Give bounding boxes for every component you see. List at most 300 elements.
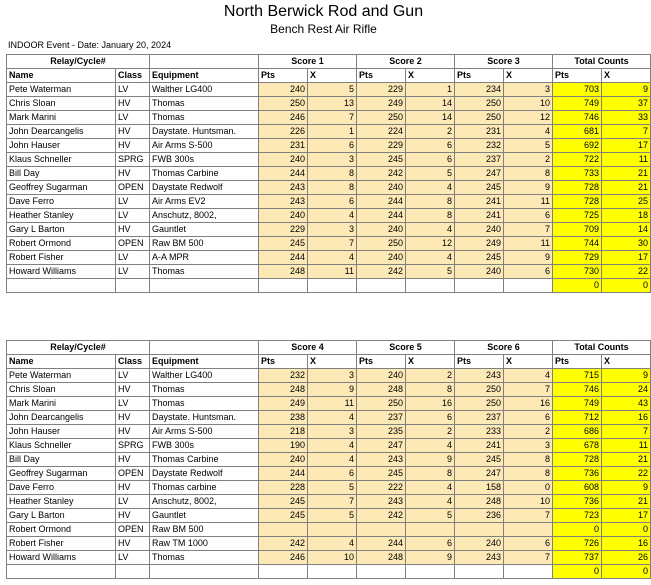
score-pts: 238 xyxy=(259,411,308,425)
total-pts: 737 xyxy=(553,551,602,565)
score-pts: 240 xyxy=(259,209,308,223)
total-x: 21 xyxy=(602,181,651,195)
score-x: 4 xyxy=(504,125,553,139)
score-x: 5 xyxy=(406,265,455,279)
score-x: 5 xyxy=(406,509,455,523)
score-x: 5 xyxy=(308,509,357,523)
table-row xyxy=(7,509,651,523)
shooter-class: HV xyxy=(116,125,150,139)
score-pts: 244 xyxy=(259,167,308,181)
table-row xyxy=(7,153,651,167)
total-x: 22 xyxy=(602,265,651,279)
shooter-equipment: Raw BM 500 xyxy=(150,237,259,251)
score-pts xyxy=(259,523,308,537)
total-pts: 746 xyxy=(553,383,602,397)
shooter-equipment: FWB 300s xyxy=(150,153,259,167)
total-pts: 749 xyxy=(553,97,602,111)
score-x: 7 xyxy=(308,495,357,509)
score-pts: 250 xyxy=(357,237,406,251)
score-x: 14 xyxy=(406,97,455,111)
shooter-equipment: Anschutz, 8002, xyxy=(150,495,259,509)
score-pts: 240 xyxy=(455,223,504,237)
score-x: 10 xyxy=(504,495,553,509)
table-row xyxy=(7,181,651,195)
pts-column-header: Pts xyxy=(357,69,406,83)
table-row xyxy=(7,565,651,579)
shooter-equipment: Air Arms EV2 xyxy=(150,195,259,209)
score-pts: 232 xyxy=(259,369,308,383)
shooter-name: Chris Sloan xyxy=(7,97,116,111)
score-x: 11 xyxy=(504,237,553,251)
shooter-equipment: Air Arms S-500 xyxy=(150,425,259,439)
total-x: 0 xyxy=(602,279,651,293)
score-x: 9 xyxy=(406,453,455,467)
score-x: 8 xyxy=(406,383,455,397)
shooter-name: Howard Williams xyxy=(7,265,116,279)
shooter-equipment: A-A MPR xyxy=(150,251,259,265)
shooter-name xyxy=(7,279,116,293)
total-pts: 0 xyxy=(553,565,602,579)
score-x: 11 xyxy=(308,265,357,279)
shooter-class: HV xyxy=(116,167,150,181)
score-x: 7 xyxy=(504,509,553,523)
total-counts-header: Total Counts xyxy=(553,55,651,69)
score-x: 12 xyxy=(504,111,553,125)
score-pts: 249 xyxy=(455,237,504,251)
equipment-column-header: Equipment xyxy=(150,69,259,83)
score-pts: 245 xyxy=(357,467,406,481)
score-x: 7 xyxy=(504,551,553,565)
total-x: 18 xyxy=(602,209,651,223)
score-pts: 243 xyxy=(357,453,406,467)
score-x: 2 xyxy=(406,125,455,139)
shooter-name: Gary L Barton xyxy=(7,223,116,237)
table-row xyxy=(7,195,651,209)
score-table-1 xyxy=(6,54,651,293)
score-pts: 231 xyxy=(259,139,308,153)
shooter-class: SPRG xyxy=(116,153,150,167)
total-x: 25 xyxy=(602,195,651,209)
score-x: 5 xyxy=(406,167,455,181)
shooter-name: John Dearcangelis xyxy=(7,411,116,425)
score-pts: 249 xyxy=(357,97,406,111)
score-pts: 231 xyxy=(455,125,504,139)
score-x: 11 xyxy=(504,195,553,209)
score-x: 6 xyxy=(406,411,455,425)
score-x: 16 xyxy=(406,397,455,411)
shooter-class xyxy=(116,565,150,579)
shooter-equipment: FWB 300s xyxy=(150,439,259,453)
shooter-equipment: Thomas xyxy=(150,97,259,111)
score-pts: 240 xyxy=(357,181,406,195)
score-x: 3 xyxy=(504,83,553,97)
table-row xyxy=(7,551,651,565)
table-row xyxy=(7,111,651,125)
score-x: 12 xyxy=(406,237,455,251)
shooter-equipment: Anschutz, 8002, xyxy=(150,209,259,223)
total-x: 43 xyxy=(602,397,651,411)
pts-column-header: Pts xyxy=(553,355,602,369)
total-x: 14 xyxy=(602,223,651,237)
score-pts xyxy=(357,523,406,537)
score-x: 8 xyxy=(504,453,553,467)
score-pts: 243 xyxy=(455,369,504,383)
score-header: Score 4 xyxy=(259,341,357,355)
score-pts: 240 xyxy=(259,453,308,467)
score-pts: 240 xyxy=(357,223,406,237)
score-x: 9 xyxy=(406,551,455,565)
score-x: 1 xyxy=(406,83,455,97)
score-x: 3 xyxy=(308,425,357,439)
table-row xyxy=(7,397,651,411)
blank-header-cell xyxy=(150,55,259,69)
relay-cycle-header: Relay/Cycle# xyxy=(7,341,150,355)
shooter-name: John Dearcangelis xyxy=(7,125,116,139)
score-x: 2 xyxy=(504,425,553,439)
shooter-equipment: Thomas xyxy=(150,265,259,279)
table-row xyxy=(7,279,651,293)
shooter-equipment: Gauntlet xyxy=(150,223,259,237)
score-x: 7 xyxy=(308,237,357,251)
shooter-equipment: Thomas xyxy=(150,397,259,411)
score-pts: 250 xyxy=(455,97,504,111)
score-pts: 245 xyxy=(259,237,308,251)
score-pts: 228 xyxy=(259,481,308,495)
shooter-name: Klaus Schneller xyxy=(7,153,116,167)
table-row xyxy=(7,167,651,181)
table-row xyxy=(7,383,651,397)
score-x: 6 xyxy=(504,209,553,223)
pts-column-header: Pts xyxy=(259,355,308,369)
score-pts: 243 xyxy=(259,195,308,209)
score-x: 3 xyxy=(308,153,357,167)
score-pts: 248 xyxy=(455,495,504,509)
x-column-header: X xyxy=(602,69,651,83)
score-pts: 240 xyxy=(357,251,406,265)
score-table-2 xyxy=(6,340,651,579)
score-pts: 241 xyxy=(455,195,504,209)
total-x: 9 xyxy=(602,83,651,97)
shooter-name: Howard Williams xyxy=(7,551,116,565)
score-x: 8 xyxy=(406,209,455,223)
page-subtitle: Bench Rest Air Rifle xyxy=(270,22,377,36)
x-column-header: X xyxy=(308,69,357,83)
score-x: 1 xyxy=(308,125,357,139)
score-x: 6 xyxy=(504,537,553,551)
shooter-equipment: Thomas xyxy=(150,111,259,125)
x-column-header: X xyxy=(504,69,553,83)
total-counts-header: Total Counts xyxy=(553,341,651,355)
score-x: 6 xyxy=(406,537,455,551)
total-pts: 723 xyxy=(553,509,602,523)
shooter-class: LV xyxy=(116,397,150,411)
score-pts: 235 xyxy=(357,425,406,439)
score-pts: 237 xyxy=(455,411,504,425)
score-pts: 240 xyxy=(455,537,504,551)
score-x: 6 xyxy=(308,139,357,153)
score-x: 9 xyxy=(308,383,357,397)
total-x: 17 xyxy=(602,509,651,523)
score-pts: 243 xyxy=(455,551,504,565)
total-pts: 678 xyxy=(553,439,602,453)
table-row xyxy=(7,369,651,383)
shooter-class: HV xyxy=(116,411,150,425)
score-pts xyxy=(357,279,406,293)
shooter-name: Heather Stanley xyxy=(7,209,116,223)
table-row xyxy=(7,425,651,439)
total-x: 16 xyxy=(602,411,651,425)
shooter-class: LV xyxy=(116,83,150,97)
score-x xyxy=(504,279,553,293)
score-pts: 244 xyxy=(357,209,406,223)
score-x: 13 xyxy=(308,97,357,111)
score-x: 4 xyxy=(308,537,357,551)
score-pts: 226 xyxy=(259,125,308,139)
score-header: Score 1 xyxy=(259,55,357,69)
score-x: 9 xyxy=(504,251,553,265)
shooter-class: HV xyxy=(116,509,150,523)
pts-column-header: Pts xyxy=(455,69,504,83)
score-pts: 249 xyxy=(259,397,308,411)
score-x: 7 xyxy=(504,383,553,397)
page-title: North Berwick Rod and Gun xyxy=(223,3,424,20)
score-pts: 218 xyxy=(259,425,308,439)
score-pts: 245 xyxy=(259,509,308,523)
score-x: 6 xyxy=(406,153,455,167)
score-x: 4 xyxy=(406,439,455,453)
score-pts: 190 xyxy=(259,439,308,453)
total-pts: 728 xyxy=(553,195,602,209)
table-row xyxy=(7,237,651,251)
total-pts: 729 xyxy=(553,251,602,265)
score-pts: 245 xyxy=(357,153,406,167)
shooter-equipment: Thomas carbine xyxy=(150,481,259,495)
score-pts: 250 xyxy=(357,397,406,411)
total-x: 16 xyxy=(602,537,651,551)
score-x xyxy=(406,523,455,537)
score-pts xyxy=(455,565,504,579)
total-pts: 712 xyxy=(553,411,602,425)
table-row xyxy=(7,439,651,453)
score-pts: 248 xyxy=(259,265,308,279)
total-pts: 730 xyxy=(553,265,602,279)
score-pts: 250 xyxy=(357,111,406,125)
score-x xyxy=(406,565,455,579)
score-x: 7 xyxy=(504,223,553,237)
score-x: 6 xyxy=(308,467,357,481)
shooter-equipment xyxy=(150,565,259,579)
score-pts: 250 xyxy=(455,383,504,397)
score-pts: 248 xyxy=(259,383,308,397)
score-x: 4 xyxy=(406,181,455,195)
score-pts: 229 xyxy=(259,223,308,237)
score-pts: 243 xyxy=(259,181,308,195)
shooter-equipment: Raw TM 1000 xyxy=(150,537,259,551)
score-pts: 245 xyxy=(455,453,504,467)
total-x: 22 xyxy=(602,467,651,481)
score-pts: 242 xyxy=(357,265,406,279)
total-x: 37 xyxy=(602,97,651,111)
score-x: 0 xyxy=(504,481,553,495)
score-pts: 240 xyxy=(259,153,308,167)
score-pts: 240 xyxy=(455,265,504,279)
table-row xyxy=(7,209,651,223)
table-row xyxy=(7,223,651,237)
table-row xyxy=(7,411,651,425)
score-x: 14 xyxy=(406,111,455,125)
score-x: 6 xyxy=(504,411,553,425)
shooter-name: Klaus Schneller xyxy=(7,439,116,453)
shooter-name: Dave Ferro xyxy=(7,481,116,495)
table-row xyxy=(7,125,651,139)
total-x: 0 xyxy=(602,565,651,579)
score-header: Score 5 xyxy=(357,341,455,355)
class-column-header: Class xyxy=(116,69,150,83)
table-row xyxy=(7,251,651,265)
total-pts: 681 xyxy=(553,125,602,139)
total-pts: 608 xyxy=(553,481,602,495)
shooter-equipment: Thomas Carbine xyxy=(150,167,259,181)
score-x: 16 xyxy=(504,397,553,411)
total-x: 9 xyxy=(602,369,651,383)
x-column-header: X xyxy=(308,355,357,369)
total-x: 21 xyxy=(602,167,651,181)
shooter-name: Geoffrey Sugarman xyxy=(7,467,116,481)
score-pts: 236 xyxy=(455,509,504,523)
score-x xyxy=(406,279,455,293)
total-x: 33 xyxy=(602,111,651,125)
shooter-name: Dave Ferro xyxy=(7,195,116,209)
pts-column-header: Pts xyxy=(455,355,504,369)
shooter-class: HV xyxy=(116,139,150,153)
score-x: 4 xyxy=(406,495,455,509)
score-x: 4 xyxy=(308,453,357,467)
x-column-header: X xyxy=(406,355,455,369)
score-pts: 250 xyxy=(455,111,504,125)
score-pts: 242 xyxy=(357,167,406,181)
total-pts: 736 xyxy=(553,467,602,481)
pts-column-header: Pts xyxy=(357,355,406,369)
shooter-name: Heather Stanley xyxy=(7,495,116,509)
table-row xyxy=(7,481,651,495)
shooter-name: Robert Fisher xyxy=(7,251,116,265)
score-pts: 250 xyxy=(455,397,504,411)
total-x: 7 xyxy=(602,125,651,139)
shooter-equipment: Thomas xyxy=(150,551,259,565)
total-x: 0 xyxy=(602,523,651,537)
shooter-name: Robert Fisher xyxy=(7,537,116,551)
score-pts xyxy=(259,279,308,293)
name-column-header: Name xyxy=(7,69,116,83)
shooter-equipment: Raw BM 500 xyxy=(150,523,259,537)
score-pts: 241 xyxy=(455,439,504,453)
score-pts: 244 xyxy=(357,195,406,209)
score-pts: 247 xyxy=(455,467,504,481)
name-column-header: Name xyxy=(7,355,116,369)
score-pts: 232 xyxy=(455,139,504,153)
score-pts: 248 xyxy=(357,551,406,565)
shooter-class: LV xyxy=(116,369,150,383)
score-x: 8 xyxy=(504,467,553,481)
score-pts: 242 xyxy=(357,509,406,523)
score-x: 4 xyxy=(406,251,455,265)
total-x: 11 xyxy=(602,153,651,167)
shooter-class: OPEN xyxy=(116,181,150,195)
table-row xyxy=(7,523,651,537)
score-x: 5 xyxy=(504,139,553,153)
shooter-name: Gary L Barton xyxy=(7,509,116,523)
shooter-class: HV xyxy=(116,223,150,237)
score-header: Score 3 xyxy=(455,55,553,69)
shooter-equipment: Air Arms S-500 xyxy=(150,139,259,153)
shooter-class: HV xyxy=(116,453,150,467)
score-pts: 250 xyxy=(259,97,308,111)
score-pts: 245 xyxy=(455,181,504,195)
score-pts: 246 xyxy=(259,551,308,565)
shooter-class: LV xyxy=(116,251,150,265)
score-pts: 233 xyxy=(455,425,504,439)
score-x xyxy=(308,523,357,537)
score-x: 4 xyxy=(308,251,357,265)
table-row xyxy=(7,83,651,97)
score-x: 6 xyxy=(504,265,553,279)
x-column-header: X xyxy=(406,69,455,83)
score-x: 10 xyxy=(308,551,357,565)
score-x: 4 xyxy=(504,369,553,383)
shooter-equipment: Thomas xyxy=(150,383,259,397)
shooter-equipment: Daystate. Huntsman. xyxy=(150,411,259,425)
total-x: 11 xyxy=(602,439,651,453)
table-row xyxy=(7,265,651,279)
score-x: 8 xyxy=(308,181,357,195)
score-pts: 243 xyxy=(357,495,406,509)
score-x: 5 xyxy=(308,83,357,97)
score-pts: 248 xyxy=(357,383,406,397)
shooter-class: LV xyxy=(116,265,150,279)
shooter-name: Bill Day xyxy=(7,167,116,181)
relay-cycle-header: Relay/Cycle# xyxy=(7,55,150,69)
score-x: 6 xyxy=(308,195,357,209)
total-pts: 692 xyxy=(553,139,602,153)
total-pts: 0 xyxy=(553,279,602,293)
shooter-name: Mark Marini xyxy=(7,111,116,125)
score-pts: 237 xyxy=(357,411,406,425)
score-pts: 242 xyxy=(259,537,308,551)
total-pts: 726 xyxy=(553,537,602,551)
shooter-name: John Hauser xyxy=(7,139,116,153)
shooter-class: OPEN xyxy=(116,523,150,537)
score-pts: 245 xyxy=(259,495,308,509)
total-pts: 746 xyxy=(553,111,602,125)
class-column-header: Class xyxy=(116,355,150,369)
score-x: 2 xyxy=(406,425,455,439)
total-x: 21 xyxy=(602,453,651,467)
shooter-name: Mark Marini xyxy=(7,397,116,411)
shooter-name: Pete Waterman xyxy=(7,369,116,383)
score-pts: 240 xyxy=(357,369,406,383)
shooter-equipment: Thomas Carbine xyxy=(150,453,259,467)
score-x: 3 xyxy=(308,369,357,383)
score-x: 3 xyxy=(308,223,357,237)
shooter-class: OPEN xyxy=(116,467,150,481)
score-pts: 240 xyxy=(259,83,308,97)
total-pts: 0 xyxy=(553,523,602,537)
score-x xyxy=(504,523,553,537)
score-pts: 229 xyxy=(357,139,406,153)
shooter-class: LV xyxy=(116,495,150,509)
shooter-class: HV xyxy=(116,97,150,111)
pts-column-header: Pts xyxy=(259,69,308,83)
